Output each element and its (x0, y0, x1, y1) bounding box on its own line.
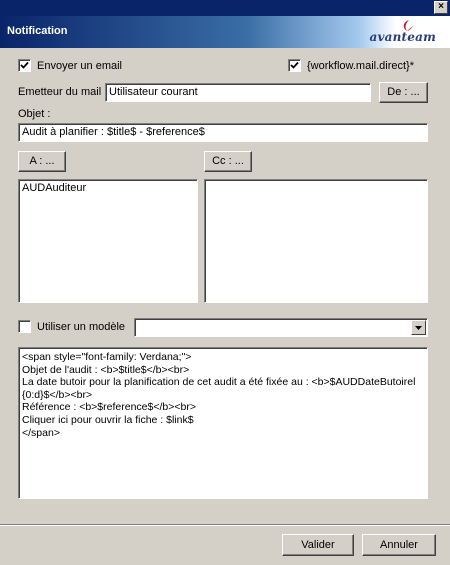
close-button[interactable] (434, 1, 448, 14)
template-select[interactable] (134, 318, 428, 337)
footer-bar (0, 526, 450, 565)
checkmark-icon (20, 61, 29, 70)
validate-button[interactable]: Valider (282, 534, 354, 556)
use-template-label: Utiliser un modèle (37, 321, 126, 333)
dialog-header (0, 16, 450, 48)
body-line: {0:d}$</b><br> (22, 388, 93, 401)
cancel-button[interactable]: Annuler (362, 534, 436, 556)
to-button[interactable]: A : ... (18, 151, 66, 172)
cc-button[interactable]: Cc : ... (204, 151, 252, 172)
dialog-title: Notification (7, 25, 68, 37)
list-item[interactable]: AUDAuditeur (22, 182, 87, 194)
from-button[interactable]: De : ... (379, 82, 428, 103)
cc-recipients-list[interactable] (204, 179, 428, 303)
close-icon: × (438, 1, 444, 12)
sender-label: Emetteur du mail (18, 86, 102, 98)
body-line: </span> (22, 426, 60, 439)
body-line: Objet de l'audit : <b>$title$</b><br> (22, 363, 190, 376)
logo-text: avanteam (369, 30, 436, 44)
use-template-checkbox[interactable] (18, 320, 31, 333)
body-line: Cliquer ici pour ouvrir la fiche : $link$ (22, 413, 194, 426)
window-top-strip (0, 0, 450, 16)
dropdown-button[interactable] (411, 320, 426, 335)
chevron-down-icon (415, 326, 422, 330)
send-email-label: Envoyer un email (37, 60, 122, 72)
direct-mail-checkbox[interactable] (288, 59, 301, 72)
mail-body-textarea[interactable] (18, 347, 428, 499)
body-line: <span style="font-family: Verdana;"> (22, 351, 192, 363)
avanteam-logo (364, 19, 436, 45)
checkmark-icon (290, 61, 299, 70)
direct-mail-label: {workflow.mail.direct}* (307, 60, 414, 72)
body-line: Référence : <b>$reference$</b><br> (22, 401, 196, 414)
send-email-checkbox[interactable] (18, 59, 31, 72)
to-recipients-list[interactable] (18, 179, 198, 303)
subject-label: Objet : (18, 108, 51, 120)
body-line: La date butoir pour la planification de cet audit a été fixée au : <b>$AUDDateButoirel (22, 376, 416, 389)
sender-input[interactable]: Utilisateur courant (105, 83, 371, 102)
subject-input[interactable]: Audit à planifier : $title$ - $reference$ (18, 123, 428, 142)
